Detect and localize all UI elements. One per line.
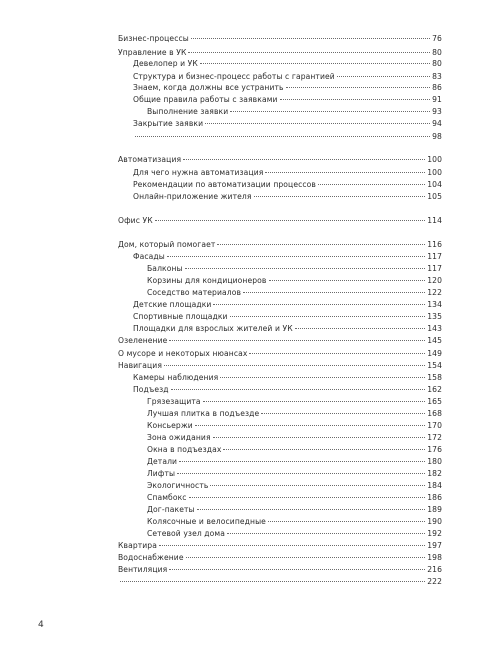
- toc-entry: [133, 72, 442, 82]
- toc-entry: [147, 433, 442, 443]
- toc-entry-page: 149: [427, 349, 442, 358]
- toc-entry: [118, 48, 442, 58]
- toc-dot-leader: [185, 268, 426, 269]
- toc-entry-title: Площадки для взрослых жителей и УК: [133, 324, 293, 333]
- toc-dot-leader: [227, 533, 425, 534]
- toc-entry-title: Лифты: [147, 469, 176, 478]
- toc-entry-title: Колясочные и велосипедные: [147, 517, 266, 526]
- toc-entry-title: Управление в УК: [118, 48, 187, 57]
- toc-dot-leader: [220, 377, 425, 378]
- toc-entry-title: Сетевой узел дома: [147, 529, 225, 538]
- toc-entry-page: 105: [427, 192, 442, 201]
- toc-entry: [147, 264, 442, 274]
- toc-entry: [147, 457, 442, 467]
- toc-entry-title: Структура и бизнес-процесс работы с гарантией: [133, 72, 335, 81]
- toc-dot-leader: [195, 425, 425, 426]
- toc-dot-leader: [203, 401, 426, 402]
- toc-entry-page: 186: [427, 493, 442, 502]
- toc-entry-page: 135: [427, 312, 442, 321]
- toc-dot-leader: [169, 340, 425, 341]
- toc-entry-page: 117: [427, 252, 442, 261]
- toc-entry-page: 172: [427, 433, 442, 442]
- toc-dot-leader: [280, 99, 431, 100]
- toc-dot-leader: [223, 449, 425, 450]
- toc-entry-title: Девелопер и УК: [133, 59, 198, 68]
- toc-entry-title: Соседство материалов: [147, 288, 242, 297]
- toc-entry-page: 182: [427, 469, 442, 478]
- toc-dot-leader: [261, 413, 425, 414]
- toc-dot-leader: [164, 365, 425, 366]
- toc-dot-leader: [269, 280, 426, 281]
- toc-entry-title: Грязезащита: [147, 397, 201, 406]
- toc-entry-page: 83: [432, 72, 442, 81]
- toc-entry-title: Бизнес-процессы: [118, 34, 189, 43]
- toc-entry: [133, 119, 442, 129]
- toc-entry-page: 98: [432, 132, 442, 141]
- toc-entry-page: 100: [427, 155, 442, 164]
- toc-dot-leader: [135, 136, 430, 137]
- toc-entry: [147, 493, 442, 503]
- toc-dot-leader: [213, 437, 426, 438]
- toc-dot-leader: [230, 111, 430, 112]
- toc-entry-title: Детали: [147, 457, 178, 466]
- toc-entry-title: Зона ожидания: [147, 433, 211, 442]
- toc-dot-leader: [243, 292, 425, 293]
- toc-entry: [133, 59, 442, 69]
- toc-dot-leader: [183, 159, 425, 160]
- toc-dot-leader: [189, 497, 426, 498]
- toc-entry-page: 222: [427, 577, 442, 586]
- toc-entry-title: Рекомендации по автоматизации процессов: [133, 180, 316, 189]
- toc-dot-leader: [200, 63, 430, 64]
- toc-entry-title: Экологичность: [147, 481, 209, 490]
- toc-entry-title: Балконы: [147, 264, 183, 273]
- toc-dot-leader: [295, 328, 425, 329]
- toc-entry-page: 154: [427, 361, 442, 370]
- toc-entry-page: 76: [432, 34, 442, 43]
- toc-dot-leader: [155, 220, 425, 221]
- toc-dot-leader: [179, 461, 425, 462]
- toc-entry-title: Квартира: [118, 541, 157, 550]
- toc-entry: [133, 192, 442, 202]
- toc-entry-page: 122: [427, 288, 442, 297]
- toc-dot-leader: [169, 569, 425, 570]
- toc-entry-title: Дом, который помогает: [118, 240, 216, 249]
- toc-entry-title: О мусоре и некоторых нюансах: [118, 349, 248, 358]
- toc-entry: [147, 409, 442, 419]
- toc-entry-title: Корзины для кондиционеров: [147, 276, 267, 285]
- toc-entry-page: 86: [432, 83, 442, 92]
- toc-entry-title: Подъезд: [133, 385, 169, 394]
- toc-dot-leader: [217, 244, 425, 245]
- toc-entry-title: Вентиляция: [118, 565, 168, 574]
- toc-entry: [147, 276, 442, 286]
- toc-entry-page: 189: [427, 505, 442, 514]
- toc-dot-leader: [171, 389, 426, 390]
- toc-entry-title: Консьержи: [147, 421, 193, 430]
- toc-entry-page: 120: [427, 276, 442, 285]
- toc-entry: [133, 95, 442, 105]
- toc-entry-page: 100: [427, 168, 442, 177]
- toc-entry-title: Окна в подъездах: [147, 445, 222, 454]
- toc-entry: [133, 132, 442, 142]
- toc-dot-leader: [177, 473, 425, 474]
- toc-entry-title: Спортивные площадки: [133, 312, 228, 321]
- toc-entry: [147, 517, 442, 527]
- toc-entry-title: Закрытие заявки: [133, 119, 204, 128]
- toc-dot-leader: [254, 196, 426, 197]
- toc-dot-leader: [210, 485, 425, 486]
- toc-entry-page: 198: [427, 553, 442, 562]
- toc-entry: [133, 168, 442, 178]
- toc-entry: [118, 361, 442, 371]
- toc-dot-leader: [188, 52, 430, 53]
- toc-dot-leader: [197, 509, 426, 510]
- toc-entry: [147, 107, 442, 117]
- toc-entry: [118, 240, 442, 250]
- toc-dot-leader: [167, 256, 425, 257]
- toc-dot-leader: [120, 581, 425, 582]
- toc-entry-page: 93: [432, 107, 442, 116]
- toc-entry-page: 80: [432, 59, 442, 68]
- toc-entry-page: 104: [427, 180, 442, 189]
- toc-entry: [147, 469, 442, 479]
- toc-entry-page: 134: [427, 300, 442, 309]
- toc-entry-page: 197: [427, 541, 442, 550]
- toc-entry-title: Спамбокс: [147, 493, 187, 502]
- toc-entry-title: Для чего нужна автоматизация: [133, 168, 264, 177]
- toc-entry: [118, 553, 442, 563]
- toc-entry-page: 165: [427, 397, 442, 406]
- toc-dot-leader: [205, 123, 430, 124]
- toc-entry: [118, 541, 442, 551]
- toc-entry: [133, 83, 442, 93]
- toc-entry: [118, 349, 442, 359]
- toc-entry: [133, 373, 442, 383]
- toc-entry-title: Выполнение заявки: [147, 107, 229, 116]
- toc-entry: [147, 421, 442, 431]
- toc-entry-title: Автоматизация: [118, 155, 182, 164]
- toc-dot-leader: [265, 172, 425, 173]
- toc-entry: [133, 324, 442, 334]
- toc-entry-title: Офис УК: [118, 216, 153, 225]
- toc-entry-page: 170: [427, 421, 442, 430]
- toc-dot-leader: [268, 521, 425, 522]
- toc-dot-leader: [318, 184, 425, 185]
- toc-entry: [147, 288, 442, 298]
- toc-entry-page: 180: [427, 457, 442, 466]
- toc-dot-leader: [230, 316, 426, 317]
- toc-entry: [118, 34, 442, 44]
- toc-entry: [147, 529, 442, 539]
- toc-entry-page: 117: [427, 264, 442, 273]
- toc-entry-title: Общие правила работы с заявками: [133, 95, 278, 104]
- toc-entry: [133, 252, 442, 262]
- toc-dot-leader: [337, 76, 430, 77]
- toc-entry-page: 145: [427, 336, 442, 345]
- toc-entry: [147, 397, 442, 407]
- toc-entry-title: Фасады: [133, 252, 165, 261]
- toc-entry-page: 216: [427, 565, 442, 574]
- toc-entry: [118, 565, 442, 575]
- toc-entry-title: Водоснабжение: [118, 553, 184, 562]
- toc-entry-title: Знаем, когда должны все устранить: [133, 83, 284, 92]
- toc-entry-title: Детские площадки: [133, 300, 212, 309]
- toc-entry: [147, 445, 442, 455]
- toc-entry-page: 176: [427, 445, 442, 454]
- toc-dot-leader: [186, 557, 426, 558]
- toc-entry: [133, 385, 442, 395]
- toc-entry: [147, 481, 442, 491]
- toc-entry-title: Дог-пакеты: [147, 505, 195, 514]
- toc-entry-title: Лучшая плитка в подъезде: [147, 409, 260, 418]
- toc-entry-page: 190: [427, 517, 442, 526]
- toc-entry-title: Онлайн-приложение жителя: [133, 192, 252, 201]
- toc-entry-page: 114: [427, 216, 442, 225]
- toc-entry-page: 91: [432, 95, 442, 104]
- toc-entry: [147, 505, 442, 515]
- toc-entry-title: Навигация: [118, 361, 162, 370]
- page-number: 4: [38, 620, 44, 630]
- toc-entry-page: 94: [432, 119, 442, 128]
- toc-entry: [118, 155, 442, 165]
- toc-entry: [133, 300, 442, 310]
- toc-entry-page: 162: [427, 385, 442, 394]
- toc-entry-title: Озеленение: [118, 336, 168, 345]
- toc-entry: [133, 180, 442, 190]
- toc-entry: [118, 336, 442, 346]
- toc-entry-page: 116: [427, 240, 442, 249]
- toc-dot-leader: [213, 304, 425, 305]
- toc-dot-leader: [249, 353, 425, 354]
- toc-entry: [118, 216, 442, 226]
- toc-entry-page: 80: [432, 48, 442, 57]
- toc-entry-page: 143: [427, 324, 442, 333]
- toc-dot-leader: [191, 38, 430, 39]
- toc-entry-title: Камеры наблюдения: [133, 373, 219, 382]
- toc-entry-page: 192: [427, 529, 442, 538]
- toc-dot-leader: [159, 545, 425, 546]
- toc-entry-page: 168: [427, 409, 442, 418]
- toc-entry-page: 184: [427, 481, 442, 490]
- toc-entry: [118, 577, 442, 587]
- toc-entry-page: 158: [427, 373, 442, 382]
- toc-dot-leader: [286, 87, 431, 88]
- toc-entry: [133, 312, 442, 322]
